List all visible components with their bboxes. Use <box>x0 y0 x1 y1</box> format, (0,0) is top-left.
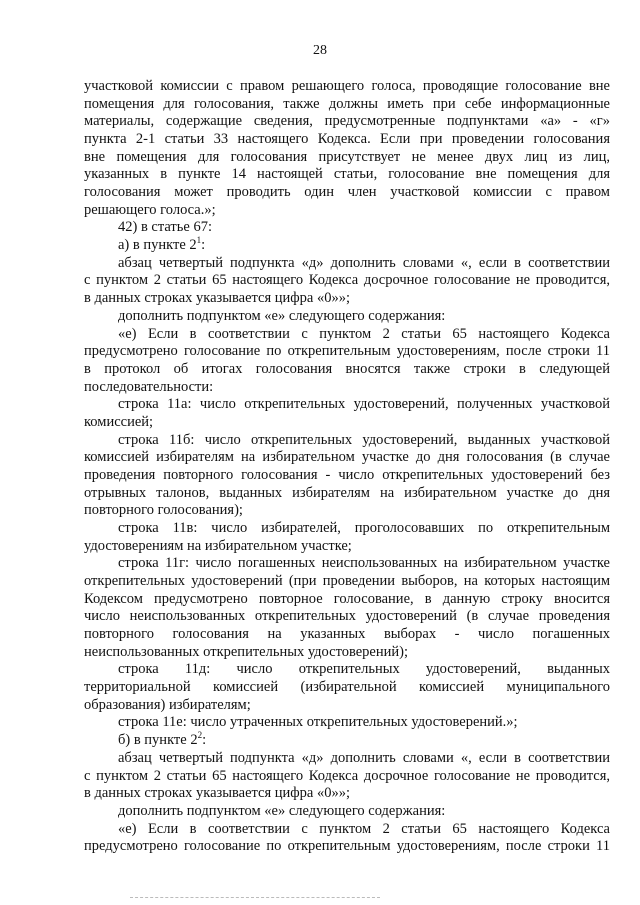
text-line-content: последовательности: <box>84 378 214 395</box>
text-line-content: строка 11б: число открепительных удостоверений, выданных участковой <box>118 431 610 448</box>
text-line-content: дополнить подпунктом «е» следующего содержания: <box>118 307 446 324</box>
text-line <box>84 467 610 484</box>
text-line <box>84 697 610 714</box>
text-line <box>84 679 610 696</box>
text-line-content: решающего голоса.»; <box>84 201 216 218</box>
text-line <box>84 644 610 661</box>
text-line <box>84 113 610 130</box>
text-line <box>118 750 610 767</box>
text-line <box>84 485 610 502</box>
text-line <box>84 626 610 643</box>
text-line <box>84 290 610 307</box>
text-line-content: неиспользованных открепительных удостоверений); <box>84 643 408 660</box>
text-line-content: число неиспользованных открепительных удостоверений (в случае проведения <box>84 608 610 625</box>
text-line-suffix: : <box>202 732 207 749</box>
text-line <box>118 396 610 413</box>
text-line <box>118 555 610 572</box>
text-line-content: строка 11д: число открепительных удостоверений, выданных <box>118 661 610 678</box>
text-line-content: абзац четвертый подпункта «д» дополнить словами «, если в соответствии <box>118 254 610 271</box>
text-line-content: образования) избирателям; <box>84 696 251 713</box>
text-line <box>84 131 610 148</box>
text-line <box>118 326 610 343</box>
text-line <box>84 608 610 625</box>
text-line-content: материалы, содержащие сведения, предусмотренные подпунктами «а» - «г» <box>84 113 610 130</box>
text-line-content: повторного голосования на указанных выборах - число погашенных <box>84 626 610 643</box>
text-line-content: комиссией избирателям на избирательном участке до дня голосования (в случае <box>84 449 610 466</box>
text-line-content: абзац четвертый подпункта «д» дополнить словами «, если в соответствии <box>118 749 610 766</box>
text-line <box>84 502 610 519</box>
text-line-content: дополнить подпунктом «е» следующего содержания: <box>118 802 446 819</box>
text-line-suffix: : <box>201 237 206 254</box>
text-line <box>118 237 610 254</box>
text-line <box>84 78 610 95</box>
text-line <box>84 166 610 183</box>
text-line-content: строка 11в: число избирателей, проголосовавших по открепительным <box>118 520 610 536</box>
text-line <box>118 308 610 325</box>
text-line-content: с пунктом 2 статьи 65 настоящего Кодекса досрочное голосование не проводится, <box>84 767 610 784</box>
text-line-content: б) в пункте 2 <box>118 732 198 749</box>
text-line <box>84 785 610 802</box>
text-line <box>118 520 610 537</box>
text-line <box>118 219 610 236</box>
page-number: 28 <box>313 43 327 58</box>
text-line-content: удостоверениям на избирательном участке; <box>84 537 352 554</box>
text-line <box>84 202 610 219</box>
text-line-content: с пунктом 2 статьи 65 настоящего Кодекса досрочное голосование не проводится, <box>84 272 610 289</box>
text-line-content: отрывных талонов, выданных избирателям на избирательном участке до дня <box>84 484 610 501</box>
text-line-content: предусмотрено голосование по открепительным удостоверениям, после строки 11 <box>84 343 610 360</box>
text-line <box>84 149 610 166</box>
text-line <box>84 361 610 378</box>
text-line <box>84 414 610 431</box>
text-line-content: участковой комиссии с правом решающего голоса, проводящие голосование вне <box>84 78 610 94</box>
text-line <box>118 821 610 838</box>
text-line-content: проведения повторного голосования - число открепительных удостоверений без <box>84 466 610 483</box>
text-line-content: в данных строках указывается цифра «0»»; <box>84 290 351 307</box>
text-line-content: комиссией; <box>84 413 154 430</box>
text-line <box>118 432 610 449</box>
superscript: 1 <box>196 235 202 246</box>
text-line <box>118 732 610 749</box>
text-line <box>84 573 610 590</box>
text-line-content: территориальной комиссией (избирательной комиссией муниципального <box>84 679 610 696</box>
text-line-content: Кодексом предусмотрено повторное голосование, в данную строку вносится <box>84 590 610 607</box>
text-line-content: открепительных удостоверений (при проведении выборов, на которых настоящим <box>84 573 610 590</box>
text-line-content: помещения для голосования, также должны иметь при себе информационные <box>84 95 610 112</box>
text-line-content: «е) Если в соответствии с пунктом 2 статьи 65 настоящего Кодекса <box>118 325 610 342</box>
text-line-content: в данных строках указывается цифра «0»»; <box>84 785 351 802</box>
text-line <box>118 255 610 272</box>
text-line-content: строка 11а: число открепительных удостоверений, полученных участковой <box>118 396 610 413</box>
text-line-content: указанных в пункте 14 настоящей статьи, голосование вне помещения для <box>84 166 610 183</box>
text-line-content: 42) в статье 67: <box>118 219 212 236</box>
text-line-content: голосования может проводить один член участковой комиссии с правом <box>84 184 610 201</box>
text-line <box>84 379 610 396</box>
text-line <box>84 591 610 608</box>
text-line-content: строка 11г: число погашенных неиспользованных на избирательном участке <box>118 555 610 572</box>
text-line-content: предусмотрено голосование по открепительным удостоверениям, после строки 11 <box>84 838 610 855</box>
text-line <box>84 96 610 113</box>
text-line <box>84 343 610 360</box>
text-line <box>84 184 610 201</box>
text-line <box>84 838 610 855</box>
text-line <box>118 803 610 820</box>
text-line <box>84 538 610 555</box>
text-line <box>84 768 610 785</box>
text-line-content: пункта 2-1 статьи 33 настоящего Кодекса. Если при проведении голосования <box>84 131 610 148</box>
scan-artifact-line <box>130 897 380 900</box>
text-line-content: а) в пункте 2 <box>118 237 197 254</box>
text-line <box>118 714 610 731</box>
text-line-content: вне помещения для голосования присутствует не менее двух лиц из лиц, <box>84 148 610 165</box>
text-line-content: «е) Если в соответствии с пунктом 2 статьи 65 настоящего Кодекса <box>118 820 610 837</box>
text-line-content: повторного голосования); <box>84 502 243 519</box>
superscript: 2 <box>197 730 203 741</box>
text-line <box>84 272 610 289</box>
text-line-content: строка 11е: число утраченных открепительных удостоверений.»; <box>118 714 518 731</box>
text-line <box>84 449 610 466</box>
text-line <box>118 661 610 678</box>
text-line-content: в протокол об итогах голосования вносятся также строки в следующей <box>84 360 610 377</box>
